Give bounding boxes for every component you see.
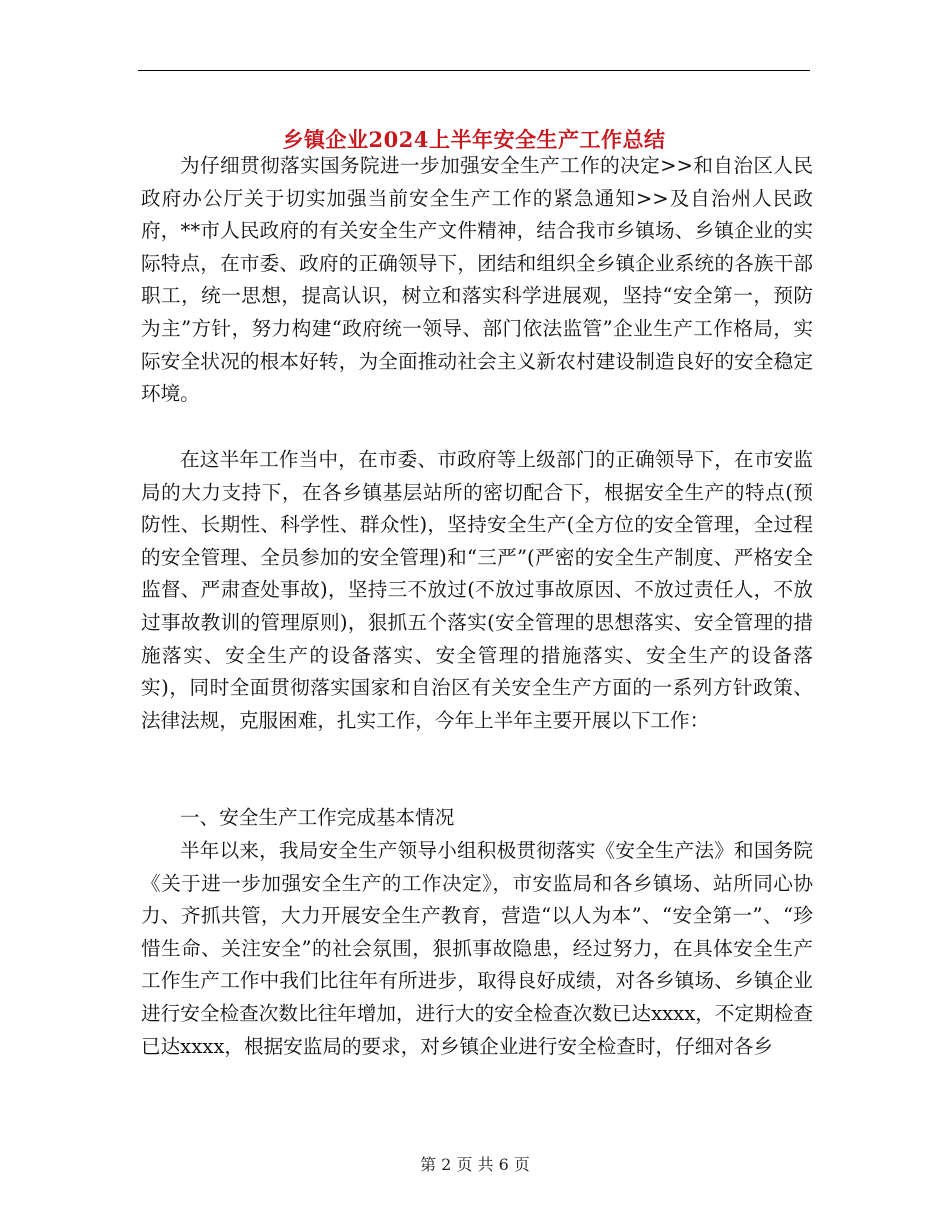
paragraph-intro: 为仔细贯彻落实国务院进一步加强安全生产工作的决定>>和自治区人民政府办公厅关于切实加强当前安全生产工作的紧急通知>>及自治州人民政府，**市人民政府的有关安全生产文件精神，结合我市乡镇场、乡镇企业的实际特点，在市委、政府的正确领导下，团结和组织全乡镇企业系统的各族干部职工，统一思想，提高认识，树立和落实科学进展观，坚持“安全第一，预防为主”方针，努力构建“政府统一领导、部门依法监管”企业生产工作格局，实际安全状况的根本好转，为全面推动社会主义新农村建设制造良好的安全稳定环境。 [141,154,813,406]
page-number-footer: 第 2 页 共 6 页 [420,1155,530,1174]
paragraph-half-year-work: 在这半年工作当中，在市委、市政府等上级部门的正确领导下，在市安监局的大力支持下，在各乡镇基层站所的密切配合下，根据安全生产的特点(预防性、长期性、科学性、群众性)，坚持安全生产(全方位的安全管理，全过程的安全管理、全员参加的安全管理)和“三严”(严密的安全生产制度、严格安全监督、严肃查处事故)，坚持三不放过(不放过事故原因、不放过责任人，不放过事故教训的管理原则)，狠抓五个落实(安全管理的思想落实、安全管理的措施落实、安全生产的设备落实、安全管理的措施落实、安全生产的设备落实)，同时全面贯彻落实国家和自治区有关安全生产方面的一系列方针政策、法律法规，克服困难，扎实工作，今年上半年主要开展以下工作： [141,448,813,732]
section-heading: 一、安全生产工作完成基本情况 [180,806,455,829]
paragraph-section-one: 半年以来，我局安全生产领导小组积极贯彻落实《安全生产法》和国务院《关于进一步加强安全生产的工作决定》，市安监局和各乡镇场、站所同心协力、齐抓共管，大力开展安全生产教育，营造“以人为本”、“安全第一”、“珍惜生命、关注安全”的社会氛围，狠抓事故隐患，经过努力，在具体安全生产工作生产工作中我们比往年有所进步，取得良好成绩，对各乡镇场、乡镇企业进行安全检查次数比往年增加，进行大的安全检查次数已达xxxx，不定期检查已达xxxx，根据安监局的要求，对乡镇企业进行安全检查时，仔细对各乡 [141,839,813,1058]
header-rule [138,70,810,71]
document-title: 乡镇企业2024上半年安全生产工作总结 [282,127,666,153]
